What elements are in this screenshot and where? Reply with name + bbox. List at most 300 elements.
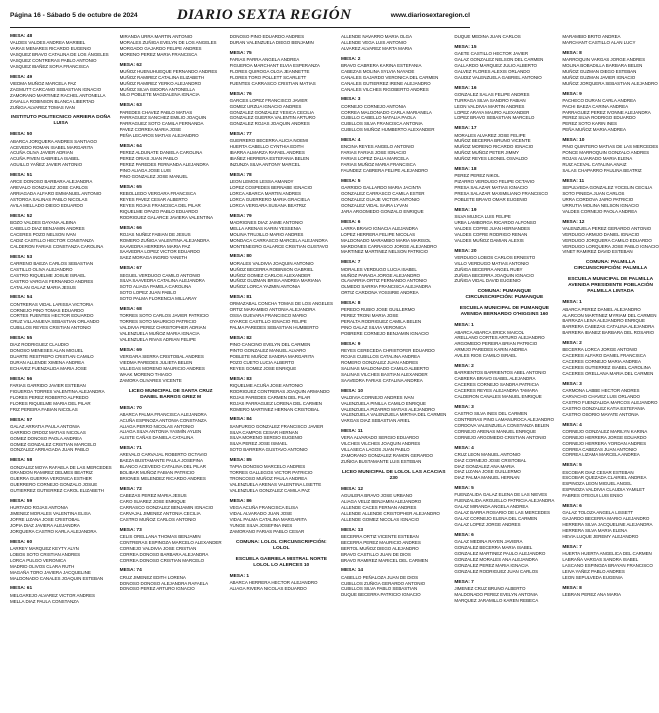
member-name: SOTO PINEDA JUAN CARLOS [562,191,625,197]
member-name: ESPINOZA LEON MIGUEL ANGEL [562,481,632,487]
mesa-number: MESA: 2 [340,56,361,62]
polling-place-heading: ESCUELA MUNICIPAL DE PALMILLA AVENIDA PRESIDENTE POBLACIÓN PALMILLA LINTADA [568,277,654,295]
member-name: CADIZ CASTILLO HECTOR CONSTANZA [10,237,94,243]
member-name: JIMENEZ CRUZ BRUNO ALBERTO [454,585,526,591]
member-name: VERDUGO JORQUERA CAMILO EDUARDO [562,237,652,243]
member-name: CATALAN GALAZ MARIA JESUS [10,284,76,290]
member-name: URRA CORDOVA JAIRO PATRICIO [562,196,634,202]
member-name: NILO POBLETE MAGDALENA IGNACIA [119,92,200,98]
member-name: MOLINA BOBADILLA BARBARA BELEN [562,62,643,68]
member-name: CANALES GAJARDO VERONICA DEL CARMEN [340,74,439,80]
mesa-block [230,458,333,494]
mesa-block [10,173,112,209]
member-name: CORTES FUENTES HECTOR EDUARDO [10,313,94,319]
member-name: ALLENDE ALLENDE CRISTOPHER ALEJANDRO [340,510,440,516]
member-name: FLORES QUIROGA OLGA JEANNETTE [229,68,310,74]
member-name: HURTADO ROJAS ANTONIA [10,505,68,511]
mesa-number: MESA: 19 [454,207,477,213]
text-column [454,34,554,707]
mesa-number: MESA: 10 [340,388,364,394]
member-name: LOBOS SOTO CRISTIAN ANDRES [10,551,81,557]
member-name: BERTOL MUÑOZ DIEGO ALEJANDRO [340,545,419,551]
mesa-block [341,487,446,523]
member-name: SANFURGO GONZALEZ FRANCISCO JAVIER [229,423,324,429]
website-url[interactable]: www.diariosextaregion.cl [390,11,470,19]
mesa-block [120,34,222,58]
mesa-number: MESA: 11 [340,429,363,435]
member-name: VALENZUELA RIVAS ADRIAN FELIPE [119,336,196,342]
mesa-block [120,406,222,442]
mesa-number: MESA: 72 [119,486,142,492]
mesa-number: MESA: 85 [229,458,252,464]
member-name: GRANDON RAMIREZ DELMES BEATRIZ [10,470,93,476]
member-name: FARIAS LOPEZ DALIA MARCELA [340,156,409,162]
mesa-block [120,103,222,139]
member-name: GOMEZ DONOSO PAOLA ANDREA [10,435,82,441]
member-name: TRONCOSO MUÑOZ PAULA ANDREA [229,476,308,482]
member-name: ROJAS NUÑEZ FABIAN DE JESUS [119,231,191,237]
member-name: FABRES OTEGUI LUIS ENSO [562,493,623,499]
member-name: GONZALEZ SALAS FELIPE ANDRES [454,91,530,97]
member-name: ACUÑA OLIVA JAVIER ADRIAN [10,150,73,156]
member-name: REYES CERECEDA CHRISTOFER EDUARDO [340,348,435,354]
mesa-block [10,586,112,604]
member-name: FRIZ PEREIRA FABIAN NICOLAS [10,406,78,412]
member-name: CASTRO GONZALEZ KATIA ESTEFANIA [562,405,645,411]
member-name: OYARCE CASTILLO IGNACIO FELIPE [229,319,307,325]
member-name: MORGADO GAJARDO FELIPE ANDRES [119,45,202,51]
member-name: CUBILLOS SILVA FRANCISCA ANTONIA [340,121,423,127]
member-name: AREVALO GONZALEZ JOSE CARLOS [10,185,88,191]
member-name: GUERRA GUERRA VERONICA ESTHER [10,476,92,482]
member-name: ESCOBAR DIAZ CESAR ESTEBAN [562,469,634,475]
member-name: PALMA PAREDES SEBASTIAN HUMBERTO [229,325,319,331]
member-name: FARIAS PARRA ANGELA ANDREA [229,57,300,63]
member-name: MARDONES CARRASCO JORGE ALEJANDRO [340,243,437,249]
mesa-number: MESA: 80 [229,254,252,260]
polling-place-heading: ESCUELA GABRIELA MISTRAL NORTE LOLOL LO ALERCES 10 [235,556,327,568]
mesa-number: MESA: 60 [10,539,33,545]
polling-place-heading: LICEO MUNICIPAL DE LOLOL LAS ACACIAS 230 [341,469,446,481]
mesa-block [10,34,112,70]
mesa-number: MESA: 4 [562,422,582,428]
member-name: VIEDMA PAREDES JULIETA BELEN [119,359,193,365]
member-name: DONOSO DONOSO ALEJANDRA RAFAELA [119,580,209,586]
member-name: LEON SEPULVEDA EUGENIA [562,574,623,580]
mesa-number: MESA: 74 [119,568,142,574]
mesa-number: MESA: 61 [10,586,33,592]
member-name: MORENO PEREZ MARIA FRANCISCA [119,51,198,57]
member-name: ARELLANO CORTES ARTURO ALEJANDRO [454,335,545,341]
member-name: MORALES ZUÑIGA EVELYN DE LOS ANGELES [119,39,217,45]
member-name: CORNEJO VALDIVIA JOSE CRISTIAN [119,545,197,551]
member-name: MORALES ALVAREZ JOSE FELIPE [454,132,526,138]
mesa-number: MESA: 70 [119,405,142,411]
member-name: PEÑA LECAROS MATIAS ALEJANDRO [119,133,199,139]
member-name: MALDONADO CANALES JOAQUIN ESTEBAN [10,575,104,581]
member-name: FARIAS GARRIDO JAVIER ESTEBAN [10,383,86,389]
member-name: ARCE DONOSO BARBARA ALEJANDRA [10,179,93,185]
member-name: MUÑOZ GUZMAN DIEGO ESTEBAN [562,68,637,74]
member-name: VARGAS DIAZ SEBASTIAN ARIEL [340,418,411,424]
member-name: PINO GONZALEZ JOSE MANUEL [119,173,188,179]
member-name: CACERES CORNEJO SANDRA PATRICIA [454,382,539,388]
member-name: DIAZ LIZANA JOSE GUILLERMO [454,469,521,475]
member-name: ZAMORANO MARTINEZ RACHEL ANTONELLA [10,92,106,98]
member-name: VILLASECA LAGOS JUAN PABLO [340,447,410,453]
member-name: MARTINEZ MARTINEZ NELSON PATRICIO [340,249,428,255]
polling-place-heading: COMUNA: PALMILLA CIRCUNSCRIPCIÓN: PALMILLA [573,260,648,272]
member-name: GALAZ CORNEJO ELENA DEL CARMEN [454,516,538,522]
member-name: ZAMORA OLIVARES VICENTE [119,377,182,383]
member-name: SAAVEDRA HERRERA MARIA PAZ [119,243,191,249]
member-name: RUIZ ACEVAL CATALINA ANAIZ [562,162,627,168]
mesa-number: MESA: 81 [229,295,252,301]
member-name: ACEVEDO ROMAN ISABEL MARGARITA [10,144,94,150]
member-name: GAJARDO BECERRA MARIO ALEJANDRO [562,516,650,522]
member-name: MONDACA CARRASCO MARCELA ALEJANDRA [229,237,328,243]
mesa-block [562,586,658,598]
mesa-block [341,429,446,465]
member-name: CUBILLOS REYES CRISTIAN ANTONIO [10,325,91,331]
member-name: GONZALEZ MOYA RAFAELA DE LAS MERCEDES [10,464,112,470]
member-name: DUQUE BECERRA PATRICIO IGNACIO [340,592,421,598]
member-name: TORRES GALLEGOS VICTOR PATRICIO [229,470,313,476]
member-name: MONTENEGRO GALARCE CRISTIAN GUSTAVO [229,243,329,249]
member-name: GONZALEZ ARRIAGADA JUAN PABLO [10,447,89,453]
member-name: PAVEZ CORREA MARIA JOSE [119,127,182,133]
member-name: PARRAGUEZ SANCHEZ EMILIO JOAQUIN [119,115,207,121]
member-name: LORCA VERGARA SUSANA BEATRIZ [229,202,306,208]
mesa-block [341,528,446,564]
member-name: DONOSO MENESES ALAN MIGUEL [10,348,84,354]
member-name: CABRERA BRAVO ISABEL ALEJANDRA [454,376,536,382]
member-name: VERDUGO LOBOS CARLOS ERNESTO [454,254,536,260]
member-name: ESCOBAR QUEZADA CLAIRIEL ANDREA [562,475,647,481]
member-name: LOPEZ HERRERA FELIPE NICOLAS [340,231,416,237]
member-name: ALLENDE NAVARRO MARIA OLGA [340,34,413,39]
member-name: LASCANO ESPINOZA BRAYAN FRANCISCO [562,562,653,568]
member-name: BARRAZA LEIVA ALEJANDRO ENRIQUE [562,318,645,324]
member-name: BRAVO CABRERA KARINA ESTEFANIA [340,62,422,68]
member-name: JIMENEZ MORALES VALENTINA ELISA [10,511,91,517]
mesa-block [230,417,333,453]
member-name: CASTRO SILVA INES DEL CARMEN [454,410,528,416]
mesa-number: MESA: 10 [562,138,585,144]
member-name: PINO GALAZ SILVIA VERONICA [340,325,407,331]
member-name: PINO CANCINO EVELYN DEL CARMEN [229,342,311,348]
member-name: MUÑOZ LORCA YAZMIN ANTONIA [229,284,301,290]
member-name: CONTRERAS PINO LAMANUROCA ALEJANDRO [454,416,554,422]
member-name: CUBILLOS ZUÑIGA GERARDO ANTONIO [340,580,426,586]
mesa-number: MESA: 20 [454,248,477,254]
mesa-block [562,34,658,46]
member-name: VALDES VALDES ANDREA MARIBEL [10,40,86,46]
member-name: GARRIDO ORDOZ MATIAS NICOLAS [10,429,86,435]
member-name: PEREZ TRONI MARIA JOSE [340,313,399,319]
mesa-number: MESA: 50 [10,132,33,138]
member-name: SEGUEL VERDUGO CAMILO ANTONIO [119,272,201,278]
member-name: MUÑOZ JORQUERA SEBASTIAN ALEJANDRO [562,80,658,86]
member-name: HEVIA LUQUE JEREMY ALEJANDRO [562,533,639,539]
member-name: MELLA ARENAS KARIN YESSENIA [229,225,301,231]
newspaper-title: DIARIO SEXTA REGIÓN [176,6,352,23]
member-name: IBARRA ALMARZA RAFAEL ANDRES [229,150,305,156]
member-name: CORNEJO ARGOMEDO CRISTIAN ANTONIO [454,434,547,440]
member-name: FUENZALIDA GALAZ ELENA DE LAS NIEVES [454,492,548,498]
member-name: PERALTA RODRIGUEZ CAMILA BELEN [340,319,422,325]
mesa-block [10,132,112,168]
mesa-block [230,499,333,535]
mesa-number: MESA: 8 [562,50,582,56]
member-name: CORNEJO ARENAS MANUEL ENRIQUE [454,428,537,434]
member-name: PEREZ SOTO KARIN INES [562,121,617,127]
mesa-number: MESA: 9 [340,341,361,347]
member-name: ENCINA REYES ANGELO ANTONIO [340,144,415,150]
member-name: BRAVO RAMIREZ MARICEL DEL CARMEN [340,557,428,563]
member-name: CALDERON CANALES MANUEL ENRIQUE [454,393,542,399]
member-name: CACERES CORNEJO MARIA ANDREA [562,359,641,365]
member-name: MAGAÑA TORO JAVIERA JACQUELINE [10,569,91,575]
member-name: GONZALEZ VIDAL SAIRA LYVAN [340,202,408,208]
member-name: ORTIZ CARDONA YOSSIRIE ANDREA [340,290,419,296]
member-name: JOPIA DIAZ JAVIERA ALEJANDRA [10,523,80,528]
member-name: MADRID OLIVOS CLARA RUTH [10,563,75,569]
member-name: CASTRO VARGAS FERNANDO ANDRES [10,278,94,284]
mesa-number: MESA: 11 [562,178,585,184]
member-name: CRUZ LEON MANUEL ANTONIO [454,451,521,457]
member-name: CORNEJO GONZALEZ MARILYN KARINA [562,428,648,434]
mesa-number: MESA: 83 [229,376,252,382]
mesa-number: MESA: 12 [562,219,585,225]
member-name: URRUTIA MOLINA NELSON IGNACIO [562,202,639,208]
member-name: CASTRO MUÑOZ CARLOS ANTONIO [119,516,196,522]
mesa-number: MESA: 68 [119,307,142,313]
member-name: TORRES SOTO MAURICIO PATRICIO [119,319,197,325]
mesa-number: MESA: 1 [229,573,250,579]
member-name: DIAZ CORNEJO JOSE CRISTOBAL [454,457,527,463]
member-name: POBRERE CORNEJO BENJAMIN IGNACIO [340,330,429,336]
member-name: VASQUEZ IBAÑEZ SOFIA FRANCISCA [10,63,89,69]
mesa-block [10,75,112,111]
member-name: GOMEZ GONZALEZ CRISTIAN MARCELO [10,441,97,447]
mesa-block [341,220,446,256]
member-name: CORNEJO CORNEJO ANTONIA [340,103,406,109]
mesa-block [10,214,112,250]
mesa-number: MESA: 5 [454,486,474,492]
member-name: TORRES SOTO CARLOS JAVIER PATRICIO [119,313,209,319]
member-name: CABELLO PEÑALOZA JUAN DE DIOS [340,574,419,580]
member-name: FLORES RIQUELME MARIA DEL PILAR [10,400,91,406]
member-name: ALIAGA SILVA ANTONIA YASMÍN AYLEN [119,429,202,435]
member-name: LEIVA YAÑEZ PABLO ANDRES [562,568,625,574]
mesa-block [230,92,333,128]
member-name: FARIAS FARIAS JOSE IGNACIO [340,150,407,156]
member-name: GALAZ MIRANDA ANGELA ANDREA [454,504,529,510]
member-name: VARAS MENARES RICARDO EUGENIO [10,46,91,52]
member-name: CRUZ JIMENEZ EDITH LORENA [119,574,186,580]
member-name: CUBILLOS SILVA PABLO SEBASTIAN [340,586,418,592]
member-name: ECHAVEZ FUENZALIDA MARIA JOSE [10,365,87,371]
mesa-block [562,423,658,459]
member-name: MARCHANT CASTILLO ALAN LUCY [562,39,636,45]
member-name: PAREDES CHAVEZ PABLO MATIAS [119,109,193,115]
member-name: GUERRERO BECERRA ALICIA NOEMI [229,138,308,144]
mesa-block [562,300,658,336]
member-name: VIDAL ALVARADO JUAN JOSE [229,511,293,516]
member-name: CANALES GUTIERREZ IRENE ALEJANDRO [340,80,431,86]
member-name: VALENZUELA MUÑOZ MARIA IGNACIA [119,330,200,336]
mesa-number: MESA: 17 [454,126,477,132]
mesa-block [10,418,112,454]
mesa-block [562,92,658,134]
member-name: WAAK MORENO THIAGO [119,371,172,377]
member-name: CASTRO FUENZALIDA MARCOS ALEJANDRO [562,399,658,405]
member-name: REBOLLEDO VERGARA FRANCISCA [119,191,197,197]
member-name: MELLA DIAZ PAULA CONSTANZA [10,598,79,604]
member-name: GALAZ TOLOZA ANGELA LISSETT [562,510,634,516]
member-name: SALINAS VILCHES BASTIAN ALEXANDER [340,371,428,377]
mesa-block [454,580,554,604]
member-name: ALLENDE GOMEZ NICOLAS IGNACIO [340,516,420,522]
columns-container [10,34,659,707]
member-name: MUÑOZ SILVA ISIDORA ANTONELLA [119,86,195,92]
mesa-block [341,389,446,425]
mesa-number: MESA: 63 [119,103,142,109]
mesa-number: MESA: 7 [562,544,582,550]
member-name: REYES GOMEZ JOSE ENRIQUE [229,365,297,371]
text-column [341,34,446,707]
mesa-block [454,208,554,244]
member-name: ZAGMUTT CARCAMO SEBASTIAN IGNACIO [10,86,102,92]
member-name: MUÑOZ RAMIREZ YERKO ALEJANDRO [119,80,202,86]
mesa-block [341,57,446,93]
member-name: VIEDMA MUÑOZ MARCELA PAZ [10,80,76,86]
member-name: PINTO GONZALEZ MANUEL ALVARO [229,348,306,354]
member-name: URBA LAMBORGA RICARDO ALFONSO [454,219,537,225]
member-name: CORREA DONOSO CRISTIAN MARCELO [119,557,205,563]
member-name: FAUNDEZ CABRERA FELIPE ALEJANDRO [340,168,428,174]
mesa-number: MESA: 6 [562,504,582,510]
member-name: MUÑOZ PARADA JORGE ALEJANDRO [340,272,420,278]
member-name: VASQUEZ CONTRERAS PABLO ANTONIO [10,57,97,63]
member-name: GALAZ GONZALEZ NELSON DEL CARMEN [454,57,544,63]
member-name: FUENTES CARRASCO CRISTIAN MATIAS [229,80,316,86]
member-name: SILVA CAMPOS CESAR HERNAN [229,429,298,435]
text-column [562,34,658,707]
member-name: CORNEJO PINO TOMAS EDUARDO [10,307,84,313]
member-name: AREVALO CARVAJAL ROBERTO OCTAVIO [119,452,208,458]
member-name: ARMIJO PAREDES KARIN ANDREA [454,347,528,353]
member-name: SALINAS MALDONADO CAMILO ALBERTO [340,365,429,371]
member-name: VALDES COFRE JUAN HERNANDES [454,225,530,231]
mesa-number: MESA: 58 [10,458,33,464]
member-name: ROMERO MARTINEZ HERNAN CRISTOBAL [229,406,320,412]
member-name: CRUZ VILLANUEVA SEBASTIAN ORLANDO [10,319,100,325]
polling-place-heading: COMUNA: LOLOL CIRCUNSCRIPCIÓN: LOLOL [235,539,327,551]
member-name: ALLENDE CACES FERNAN ANDRES [340,504,417,510]
member-name: CORREA DONOSO BARBARA ALEJANDRA [119,551,209,557]
member-name: JORQUERA CASTRO KARLA ALEJANDRA [10,528,97,534]
member-name: BECERRA PEREZ MAURICIO ANDRES [340,539,421,545]
member-name: SILVA SAAVEDRA CATALINA ALEJANDRA [119,278,205,284]
mesa-number: MESA: 57 [10,417,33,423]
mesa-number: MESA: 79 [229,213,252,219]
member-name: VALDES CORNEJO PAOLA ANDREA [562,208,638,214]
member-name: ZUÑIGA BECERRA ANGEL RUBY [454,266,523,272]
mesa-block [230,254,333,290]
mesa-number: MESA: 52 [10,213,33,219]
member-name: MELGAREJO ALVAREZ VICTOR ANDRES [10,592,95,598]
mesa-number: MESA: 55 [10,336,33,342]
member-name: ALIAGA RIVERA NICOLAS EDUARDO [229,585,307,591]
member-name: SOTO LOPEZ JUAN PABLO [119,290,177,296]
mesa-block [230,173,333,209]
mesa-number: MESA: 64 [119,144,142,150]
member-name: CASTILLO OLIVA ALEJANDRO [10,266,73,272]
member-name: SOTO BARRERA GUSTAVO ANTONIO [229,447,308,453]
member-name: CASTRO OSORIO MAYATE ANTONIA [562,411,639,417]
mesa-block [341,568,446,598]
member-name: PINO ALIAGA JOSE LUIS [119,168,171,174]
member-name: AVILES RIOS CAMILO ISRAEL [454,353,517,359]
mesa-number: MESA: 5 [562,463,582,469]
member-name: ESPINOZA VALDIVIA CLAUDIA YAMILET [562,487,645,493]
member-name: GONZALEZ MARTINEZ PAULO ALEJANDRO [454,550,546,556]
member-name: CACERES ALFARO DANIEL FRANCISCA [562,353,646,359]
mesa-block [10,540,112,582]
mesa-block [120,185,222,221]
member-name: CORREA MALDONADO CARLA MARIANELA [340,109,432,115]
member-name: VALENZUELA ARENAS VALENTINA LISETTE [229,482,322,488]
member-name: ALVAREZ ALVAREZ MARTA MARIA [340,45,413,51]
member-name: HERRERA SILVA JACQUELINE ALEJANDRA [562,522,653,528]
member-name: POBLETE MUÑOZ SANDRA MARGARITA [229,353,315,359]
member-name: VILCHES VILCHES JOAQUIN ANDRES [340,441,421,447]
mesa-block [454,486,554,528]
member-name: GARRIDO GALLARDO MARIA JACINTA [340,185,422,191]
member-name: ABARCA PEREZ DANIEL ALEJANDRO [562,306,641,312]
member-name: PRESA SALAZAR MATIAS IGNACIO [454,185,528,191]
mesa-block [10,295,112,331]
member-name: HERRERA SILVA MARIA ELENA [562,527,628,533]
member-name: REYES ROJAS FRANCISCA DEL PILAR [119,202,201,208]
mesa-block [120,63,222,99]
member-name: PRESA SALAZAR MAXIMILIANO FRANCISCO [454,191,548,197]
mesa-number: MESA: 2 [562,341,582,347]
member-name: GALAZ LOPEZ JORGE ANDRES [454,521,521,527]
member-name: MUÑOZ HUENUHUEQUE FERNANDO ANDRES [119,68,218,74]
mesa-number: MESA: 62 [119,62,142,68]
member-name: ABARCA HERRERA HECTOR ALEJANDRO [229,579,318,585]
member-name: INZUNZA SILVA ANTONY MARCEL [229,162,301,168]
mesa-block [454,249,554,285]
member-name: GONZALEZ GONZALEZ YESICA CECILIA [229,109,314,115]
member-name: AVILA MELLADO DIEGO EDUARDO [10,203,84,209]
member-name: VALENZUELA PINILLA CAMILO ENRIQUE [340,400,426,406]
member-name: MADRIGNES DIAZ JAIME ANTONIO [229,219,303,225]
member-name: MUÑOZ GUZMAN JAVIER IGNACIO [562,74,636,80]
member-name: CACERES REYES ALEJANDRA TAMARA [454,387,538,393]
member-name: CORREA LIZAMA MARCELA ANDREA [562,452,640,458]
member-name: VERGARA SIERRA CRISTOBAL ANDRES [119,353,204,359]
mesa-block [562,51,658,87]
member-name: REYES PAVEZ CESAR ALBERTO [119,196,188,202]
member-name: ARGOMEDO PEREIRA BRIAN PATRICIO [454,341,538,347]
member-name: SILVA MORENO SERGIO EUGENIO [229,435,303,441]
member-name: GONZALEZ RODRIGUEZ JUAN CARLOS [454,568,539,574]
member-name: BECERRA ORTIZ VICENTE ESTEBAN [340,533,419,539]
